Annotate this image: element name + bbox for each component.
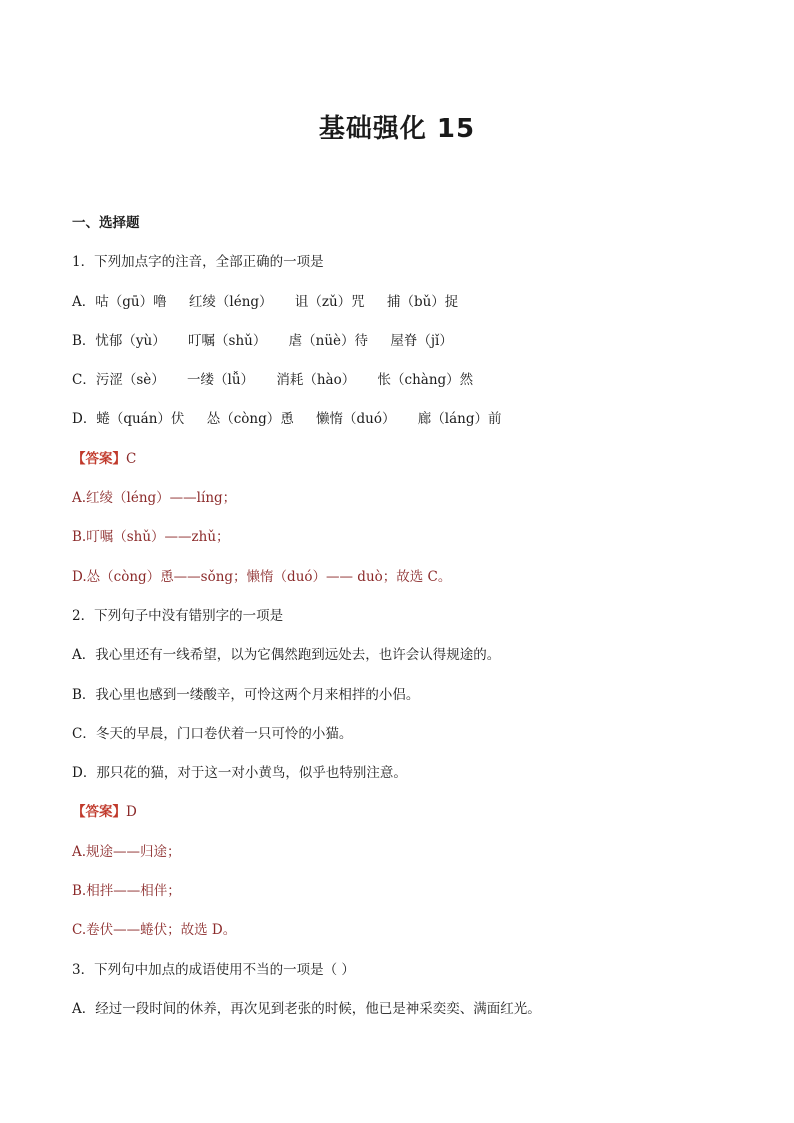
q1-a-4: 捕（bǔ）捉 [386, 293, 459, 310]
q2-option-b: B．我心里也感到一缕酸辛，可怜这两个月来相拌的小侣。 [72, 686, 420, 703]
q3-stem: 3．下列句中加点的成语使用不当的一项是（ ） [72, 961, 355, 978]
q1-option-a [72, 291, 732, 330]
q1-d-3: 懒惰（duó） [316, 411, 396, 428]
q1-d-2: 怂（còng）恿 [206, 411, 294, 428]
q1-c-3: 消耗（hào） [276, 372, 356, 389]
q2-answer-value: D [126, 804, 137, 821]
q1-a-1: A．咕（gū）噜 [72, 293, 167, 310]
q1-a-2: 红绫（léng） [188, 293, 273, 310]
q1-b-2: 叮嘱（shǔ） [188, 332, 267, 349]
q2-answer-tag: 【答案】 [72, 804, 126, 821]
q3-option-a: A．经过一段时间的休养，再次见到老张的时候，他已是神采奕奕、满面红光。 [72, 1000, 541, 1017]
q1-answer [72, 448, 732, 487]
q1-d-1: D．蜷（quán）伏 [72, 411, 185, 428]
q1-c-2: 一缕（lǚ） [187, 372, 255, 389]
q1-b-1: B．忧郁（yù） [72, 332, 166, 349]
q2-explain-1: A.规途——归途； [72, 843, 181, 860]
q1-option-b [72, 330, 732, 369]
q1-explain-1: A.红绫（léng）——líng； [72, 490, 237, 507]
q1-answer-value: C [126, 450, 137, 467]
q2-option-d: D．那只花的猫，对于这一对小黄鸟，似乎也特别注意。 [72, 765, 407, 782]
q1-a-3: 诅（zǔ）咒 [294, 293, 365, 310]
q1-d-4: 廊（láng）前 [417, 411, 502, 428]
q2-option-a: A．我心里还有一线希望，以为它偶然跑到远处去，也许会认得规途的。 [72, 647, 501, 664]
q1-option-d [72, 408, 732, 447]
q1-explain-2: B.叮嘱（shǔ）——zhǔ； [72, 529, 230, 546]
q1-answer-tag: 【答案】 [72, 450, 126, 467]
q1-explain-3: D.怂（còng）恿——sǒng；懒惰（duó）—— duò；故选 C。 [72, 568, 452, 585]
q2-explain-2: B.相拌——相伴； [72, 883, 181, 900]
question-list [72, 212, 732, 1037]
q1-b-4: 屋脊（jǐ） [390, 332, 453, 349]
q1-c-1: C．污涩（sè） [72, 372, 165, 389]
q2-option-c: C．冬天的早晨，门口卷伏着一只可怜的小猫。 [72, 725, 353, 742]
q1-stem: 1．下列加点字的注音，全部正确的一项是 [72, 254, 324, 271]
section-heading: 一、选择题 [72, 215, 140, 231]
q2-answer [72, 801, 732, 840]
q1-b-3: 虐（nüè）待 [288, 332, 369, 349]
q1-c-4: 怅（chàng）然 [377, 372, 474, 389]
q1-option-c [72, 369, 732, 408]
page-title: 基础强化 15 [318, 114, 476, 144]
q2-explain-3: C.卷伏——蜷伏；故选 D。 [72, 922, 237, 939]
q2-stem: 2．下列句子中没有错别字的一项是 [72, 607, 284, 624]
